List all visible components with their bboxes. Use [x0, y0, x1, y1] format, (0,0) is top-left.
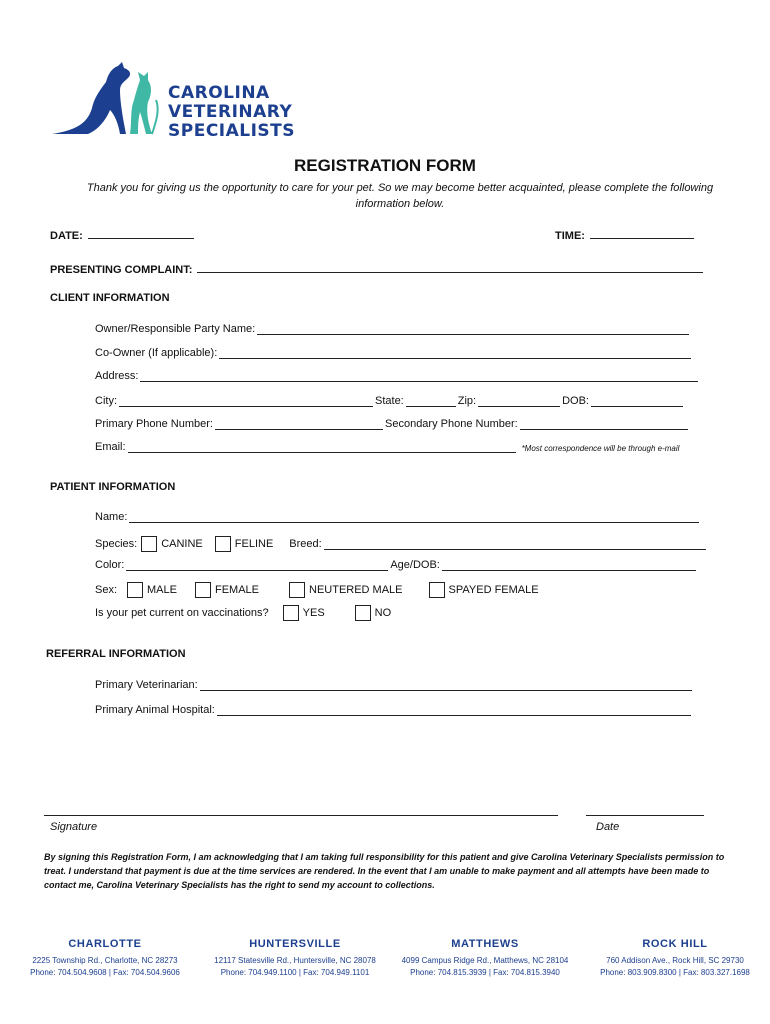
office-matthews [388, 938, 582, 979]
female-checkbox[interactable] [195, 582, 211, 598]
referral-heading: REFERRAL INFORMATION [46, 648, 186, 660]
color-field[interactable] [126, 560, 388, 571]
office-charlotte [10, 938, 200, 979]
breed-field[interactable] [324, 539, 706, 550]
legal-statement: By signing this Registration Form, I am acknowledging that I am taking full responsibility for this patient and give Carolina Veterinary Specialists permission to treat. I understand that payment is due at the time services are rendered. In the event that I am unable to make payment and all attempts have been made to contact me, Carolina Veterinary Specialists has the right to send my account to collections. [44, 852, 725, 890]
male-checkbox[interactable] [127, 582, 143, 598]
signature-date-line[interactable] [586, 815, 704, 816]
coowner-row [95, 347, 693, 359]
vet-row [95, 679, 694, 691]
client-heading: CLIENT INFORMATION [50, 292, 170, 304]
male-label: MALE [147, 584, 177, 596]
signature-date-label: Date [596, 821, 620, 833]
office-address: 12117 Statesville Rd., Huntersville, NC 28078 [214, 956, 376, 965]
female-label: FEMALE [214, 584, 259, 596]
patient-name-field[interactable] [129, 512, 699, 523]
office-huntersville [200, 938, 390, 979]
office-phones: Phone: 704.815.3939 | Fax: 704.815.3940 [410, 968, 560, 977]
age-label: Age/DOB: [390, 559, 440, 571]
office-address: 2225 Township Rd., Charlotte, NC 28273 [32, 956, 178, 965]
canine-checkbox[interactable] [141, 536, 157, 552]
date-field[interactable] [88, 228, 194, 239]
neutered-checkbox[interactable] [289, 582, 305, 598]
secondary-phone-label: Secondary Phone Number: [385, 418, 518, 430]
address-row [95, 370, 700, 382]
neutered-label: NEUTERED MALE [309, 584, 403, 596]
signature-line[interactable] [44, 815, 558, 816]
vaccination-no-checkbox[interactable] [355, 605, 371, 621]
patient-name-row [95, 511, 701, 523]
office-name: MATTHEWS [451, 938, 519, 950]
city-label: City: [95, 395, 117, 407]
vaccination-yes-checkbox[interactable] [283, 605, 299, 621]
office-name: ROCK HILL [642, 938, 708, 950]
sex-label: Sex: [95, 584, 118, 596]
address-label: Address: [95, 370, 139, 382]
yes-label: YES [302, 607, 325, 619]
spayed-label: SPAYED FEMALE [448, 584, 539, 596]
color-label: Color: [95, 559, 125, 571]
clinic-logo [48, 60, 296, 141]
office-phones: Phone: 803.909.8300 | Fax: 803.327.1698 [600, 968, 750, 977]
email-row [95, 441, 679, 453]
no-label: NO [374, 607, 392, 619]
animal-silhouette-icon [48, 60, 168, 140]
species-row [95, 536, 708, 552]
complaint-row [50, 262, 705, 276]
city-row [95, 395, 685, 407]
address-field[interactable] [140, 371, 698, 382]
time-label: TIME: [555, 230, 585, 242]
office-name: HUNTERSVILLE [249, 938, 341, 950]
canine-label: CANINE [161, 538, 203, 550]
hospital-row [95, 704, 693, 716]
owner-field[interactable] [257, 324, 689, 335]
email-field[interactable] [128, 442, 516, 453]
signature-label: Signature [50, 821, 98, 833]
primary-phone-field[interactable] [215, 419, 383, 430]
date-label: DATE: [50, 230, 83, 242]
coowner-label: Co-Owner (If applicable): [95, 347, 218, 359]
time-field-row [555, 228, 696, 242]
state-field[interactable] [406, 396, 456, 407]
dob-label: DOB: [562, 395, 589, 407]
species-label: Species: [95, 538, 138, 550]
office-name: CHARLOTTE [68, 938, 142, 950]
vet-label: Primary Veterinarian: [95, 679, 198, 691]
owner-row [95, 323, 691, 335]
spayed-checkbox[interactable] [429, 582, 445, 598]
office-address: 4099 Campus Ridge Rd., Matthews, NC 28104 [401, 956, 569, 965]
logo-line-1: CAROLINA [168, 83, 270, 103]
email-label: Email: [95, 441, 126, 453]
office-rock-hill [580, 938, 770, 979]
feline-label: FELINE [234, 538, 274, 550]
complaint-field[interactable] [197, 262, 703, 273]
age-field[interactable] [442, 560, 696, 571]
form-intro: Thank you for giving us the opportunity to care for your pet. So we may become better acquainted, please complete the following information below. [86, 182, 714, 210]
form-title: REGISTRATION FORM [294, 156, 476, 175]
vet-field[interactable] [200, 680, 692, 691]
client-dob-field[interactable] [591, 396, 683, 407]
coowner-field[interactable] [219, 348, 691, 359]
vaccination-row [95, 605, 391, 621]
office-phones: Phone: 704.504.9608 | Fax: 704.504.9606 [30, 968, 180, 977]
email-note: *Most correspondence will be through e-mail [521, 444, 680, 453]
color-row [95, 559, 698, 571]
city-field[interactable] [119, 396, 373, 407]
hospital-label: Primary Animal Hospital: [95, 704, 215, 716]
patient-heading: PATIENT INFORMATION [50, 481, 176, 493]
vaccination-label: Is your pet current on vaccinations? [95, 607, 269, 619]
breed-label: Breed: [289, 538, 322, 550]
state-label: State: [375, 395, 404, 407]
time-field[interactable] [590, 228, 694, 239]
hospital-field[interactable] [217, 705, 691, 716]
primary-phone-label: Primary Phone Number: [95, 418, 213, 430]
patient-name-label: Name: [95, 511, 128, 523]
sex-row [95, 582, 539, 598]
zip-label: Zip: [457, 395, 477, 407]
secondary-phone-field[interactable] [520, 419, 688, 430]
office-address: 760 Addison Ave., Rock Hill, SC 29730 [606, 956, 744, 965]
zip-field[interactable] [478, 396, 560, 407]
logo-line-3: SPECIALISTS [168, 121, 296, 141]
phone-row [95, 418, 690, 430]
office-phones: Phone: 704.949.1100 | Fax: 704.949.1101 [220, 968, 370, 977]
owner-label: Owner/Responsible Party Name: [95, 323, 256, 335]
logo-line-2: VETERINARY [168, 102, 293, 122]
complaint-label: PRESENTING COMPLAINT: [50, 264, 193, 276]
feline-checkbox[interactable] [215, 536, 231, 552]
date-field-row [50, 228, 196, 242]
